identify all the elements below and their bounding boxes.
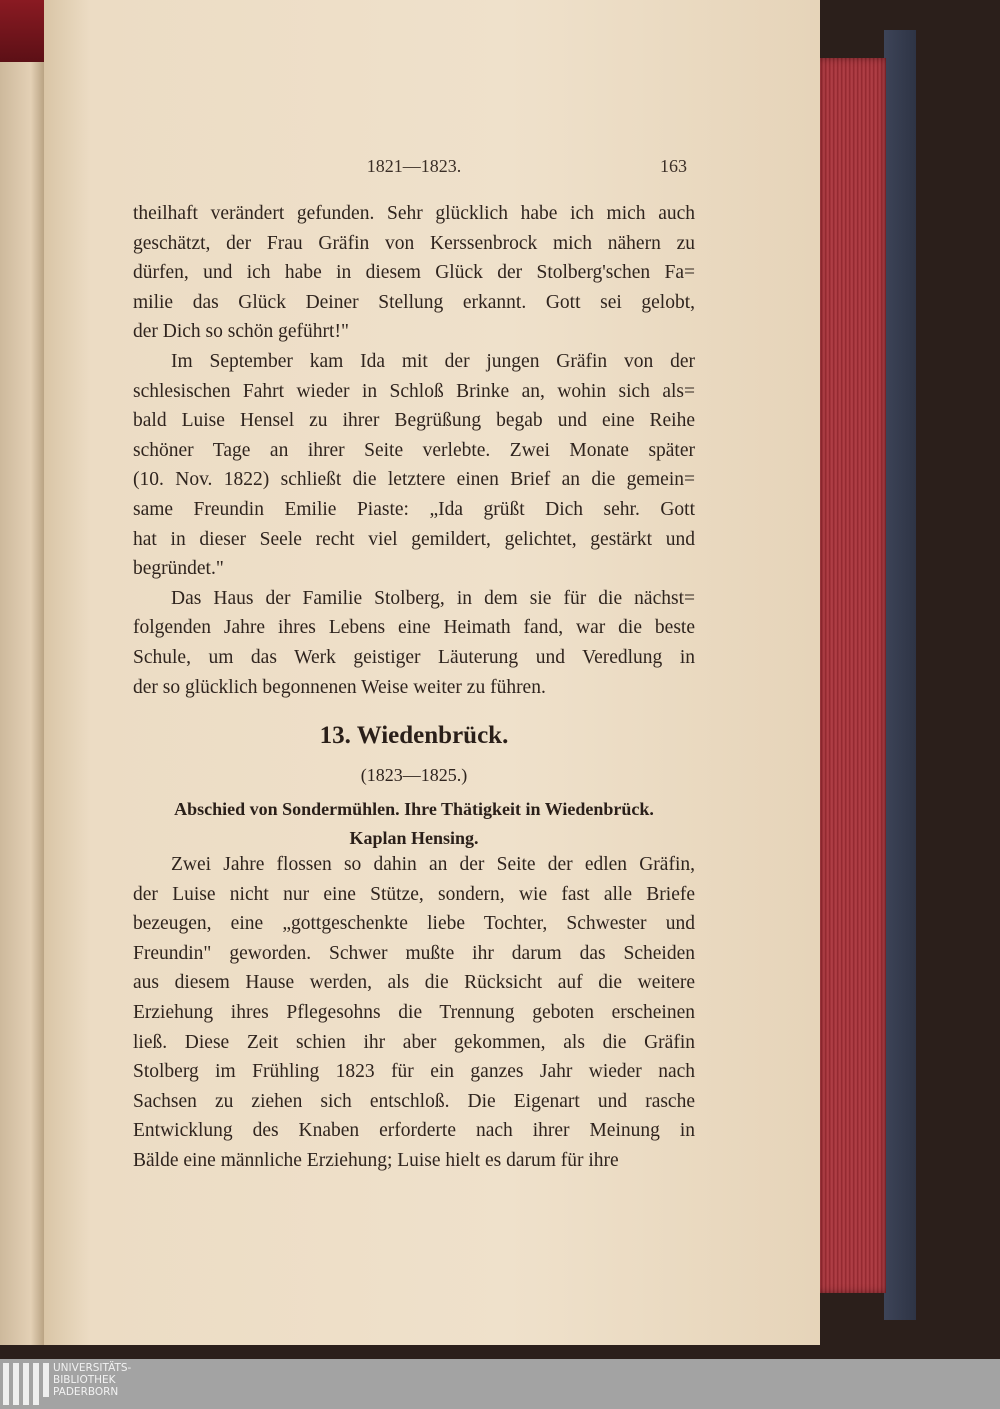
text-line: Zwei Jahre flossen so dahin an der Seite der edlen Gräfin, — [171, 854, 695, 875]
text-line: theilhaft verändert gefunden. Sehr glücklich habe ich mich auch — [133, 203, 695, 224]
chapter-years: (1823—1825.) — [360, 765, 468, 785]
text-line: Freundin" geworden. Schwer mußte ihr darum das Scheiden — [133, 942, 695, 964]
text-line: Erziehung ihres Pflegesohns die Trennung geboten erscheinen — [133, 1001, 695, 1023]
chapter-subtitle — [118, 795, 710, 853]
text-line: der so glücklich begonnenen Weise weiter zu führen. — [133, 676, 546, 698]
text-line: (10. Nov. 1822) schließt die letztere einen Brief an die gemein= — [133, 469, 695, 491]
text-line: begründet." — [133, 558, 224, 580]
text-line: bald Luise Hensel zu ihrer Begrüßung begab und eine Reihe — [133, 410, 695, 432]
body-text-top — [133, 199, 695, 702]
text-line: geschätzt, der Frau Gräfin von Kerssenbrock mich nähern zu — [133, 232, 695, 254]
text-line: schöner Tage an ihrer Seite verlebte. Zwei Monate später — [133, 439, 695, 461]
text-line: Schule, um das Werk geistiger Läuterung und Veredlung in — [133, 646, 695, 668]
logo-line: BIBLIOTHEK — [53, 1374, 116, 1386]
library-footer-bar — [0, 1359, 1000, 1409]
body-text-bottom — [133, 850, 695, 1176]
text-line: dürfen, und ich habe in diesem Glück der Stolberg'schen Fa= — [133, 262, 695, 284]
text-line: same Freundin Emilie Piaste: „Ida grüßt Dich sehr. Gott — [133, 498, 695, 520]
bookmark-ribbon — [0, 0, 44, 62]
page-edges — [818, 58, 886, 1293]
text-line: aus diesem Hause werden, als die Rücksicht auf die weitere — [133, 972, 695, 994]
text-line: hat in dieser Seele recht viel gemildert, gelichtet, gestärkt und — [133, 528, 695, 550]
text-line: bezeugen, eine „gottgeschenkte liebe Tochter, Schwester und — [133, 913, 695, 935]
running-title: 1821—1823. — [366, 156, 462, 176]
text-line: Stolberg im Frühling 1823 für ein ganzes Jahr wieder nach — [133, 1061, 695, 1083]
logo-line: PADERBORN — [53, 1386, 119, 1398]
facing-page-edge — [0, 0, 44, 1345]
text-line: Entwicklung des Knaben erforderte nach ihrer Meinung in — [133, 1120, 695, 1142]
text-line: folgenden Jahre ihres Lebens eine Heimath fand, war die beste — [133, 617, 695, 639]
chapter-subtitle-line: Kaplan Hensing. — [349, 828, 479, 848]
text-line: milie das Glück Deiner Stellung erkannt. Gott sei gelobt, — [133, 291, 695, 313]
text-line: der Luise nicht nur eine Stütze, sondern, wie fast alle Briefe — [133, 883, 695, 905]
text-line: Bälde eine männliche Erziehung; Luise hielt es darum für ihre — [133, 1149, 619, 1171]
chapter-title: 13. Wiedenbrück. — [319, 722, 509, 749]
text-line: ließ. Diese Zeit schien ihr aber gekommen, als die Gräfin — [133, 1031, 695, 1053]
text-line: Das Haus der Familie Stolberg, in dem sie für die nächst= — [171, 587, 695, 609]
text-line: Im September kam Ida mit der jungen Gräfin von der — [171, 350, 695, 372]
text-line: schlesischen Fahrt wieder in Schloß Brinke an, wohin sich als= — [133, 380, 695, 402]
page-header — [133, 156, 695, 180]
book-cover-edge — [884, 30, 916, 1320]
chapter-subtitle-line: Abschied von Sondermühlen. Ihre Thätigkeit in Wiedenbrück. — [174, 799, 654, 819]
text-line: Sachsen zu ziehen sich entschloß. Die Eigenart und rasche — [133, 1090, 695, 1112]
logo-line: UNIVERSITÄTS- — [53, 1362, 132, 1374]
library-logo-text — [53, 1362, 131, 1398]
text-line: der Dich so schön geführt!" — [133, 321, 349, 343]
page-number: 163 — [660, 156, 687, 176]
